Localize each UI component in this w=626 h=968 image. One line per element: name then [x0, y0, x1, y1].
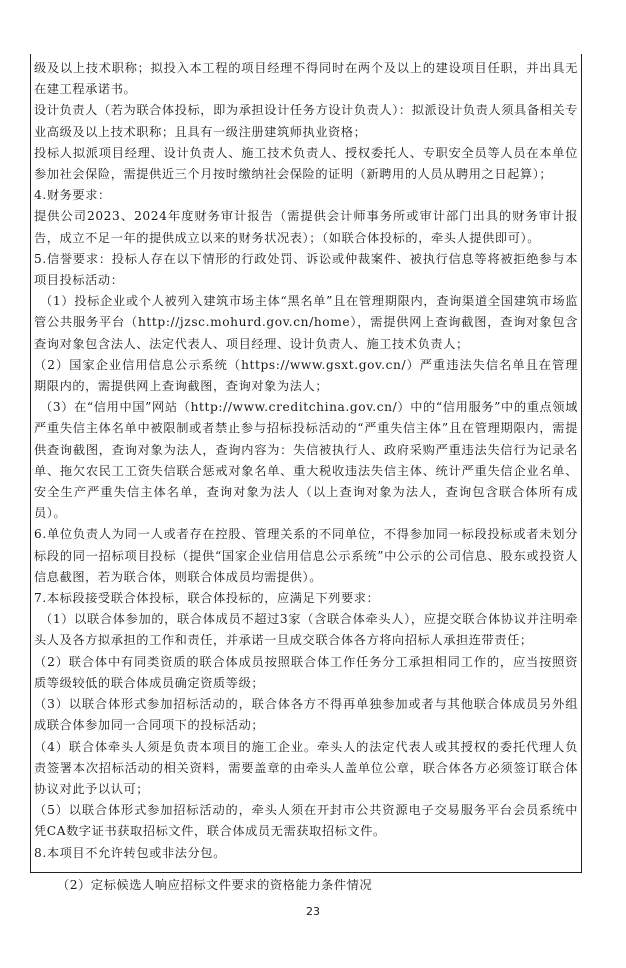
paragraph-credit-2: （2）国家企业信用信息公示系统（https://www.gsxt.gov.cn/）严重违法失信名单且在管理期限内的，需提供网上查询截图，查询对象为法人；	[34, 357, 578, 394]
paragraph-consortium-5: （5）以联合体形式参加招标活动的，牵头人须在开封市公共资源电子交易服务平台会员系统中凭CA数字证书获取招标文件，联合体成员无需获取招标文件。	[34, 803, 578, 839]
heading-credit: 5.信誉要求：投标人存在以下情形的行政处罚、诉讼或仲裁案件、被执行信息等将被拒绝参与本项目投标活动：	[34, 251, 578, 288]
paragraph-finance: 提供公司2023、2024年度财务审计报告（需提供会计师事务所或审计部门出具的财务审计报告，成立不足一年的提供成立以来的财务状况表）；（如联合体投标的，牵头人提供即可）。	[34, 209, 578, 245]
paragraph-credit-1: （1）投标企业或个人被列入建筑市场主体“黑名单”且在管理期限内，查询渠道全国建筑市场监管公共服务平台（http://jzsc.mohurd.gov.cn/home），需提供网上查询截图，查询对象包含查询对象包含法人、法定代表人、项目经理、设计负责人、施工技术负责人；	[34, 294, 578, 351]
heading-finance: 4.财务要求：	[34, 188, 111, 203]
paragraph-consortium-3: （3）以联合体形式参加招标活动的，联合体各方不得再单独参加或者与其他联合体成员另外组成联合体参加同一合同项下的投标活动；	[34, 697, 578, 733]
paragraph-tech-title: 级及以上技术职称；拟投入本工程的项目经理不得同时在两个及以上的建设项目任职，并出具无在建工程承诺书。	[34, 61, 578, 97]
requirements-text	[34, 58, 578, 864]
paragraph-consortium-2: （2）联合体中有同类资质的联合体成员按照联合体工作任务分工承担相同工作的，应当按照资质等级较低的联合体成员确定资质等级；	[34, 654, 578, 690]
page-number: 23	[306, 905, 320, 918]
paragraph-credit-3: （3）在“信用中国”网站（http://www.creditchina.gov.cn/）中的“信用服务”中的重点领域严重失信主体名单中被限制或者禁止参与招标投标活动的“严重失信主体”且在管理期限内，需提供查询截图，查询对象为法人，查询内容为：失信被执行人、政府采购严重违法失信行为记录名单、拖欠农民工工资失信联合惩戒对象名单、重大税收违法失信主体、统计严重失信企业名单、安全生产严重失信主体名单，查询对象为法人（以上查询对象为法人，查询包含联合体所有成员）。	[34, 400, 578, 521]
section-heading-qualification: （2）定标候选人响应招标文件要求的资格能力条件情况	[57, 878, 373, 892]
paragraph-same-owner: 6.单位负责人为同一人或者存在控股、管理关系的不同单位，不得参加同一标段投标或者未划分标段的同一招标项目投标（提供“国家企业信用信息公示系统”中公示的公司信息、股东或投资人信息截图，若为联合体，则联合体成员均需提供）。	[34, 527, 578, 584]
heading-consortium: 7.本标段接受联合体投标，联合体投标的，应满足下列要求：	[34, 591, 380, 606]
paragraph-consortium-1: （1）以联合体参加的，联合体成员不超过3家（含联合体牵头人），应提交联合体协议并注明牵头人及各方拟承担的工作和责任，并承诺一旦成交联合体各方将向招标人承担连带责任；	[34, 612, 578, 648]
paragraph-social-insurance: 投标人拟派项目经理、设计负责人、施工技术负责人、授权委托人、专职安全员等人员在本单位参加社会保险，需提供近三个月按时缴纳社会保险的证明（新聘用的人员从聘用之日起算）；	[34, 145, 578, 182]
paragraph-design-lead: 设计负责人（若为联合体投标，即为承担设计任务方设计负责人）：拟派设计负责人须具备相关专业高级及以上技术职称；且具有一级注册建筑师执业资格；	[34, 103, 578, 139]
paragraph-no-subcontract: 8.本项目不允许转包或非法分包。	[34, 845, 226, 860]
requirements-table-cell	[30, 54, 582, 873]
paragraph-consortium-4: （4）联合体牵头人须是负责本项目的施工企业。牵头人的法定代表人或其授权的委托代理人负责签署本次招标活动的相关资料，需要盖章的由牵头人盖单位公章，联合体各方必须签订联合体协议对此予以认可；	[34, 739, 578, 796]
